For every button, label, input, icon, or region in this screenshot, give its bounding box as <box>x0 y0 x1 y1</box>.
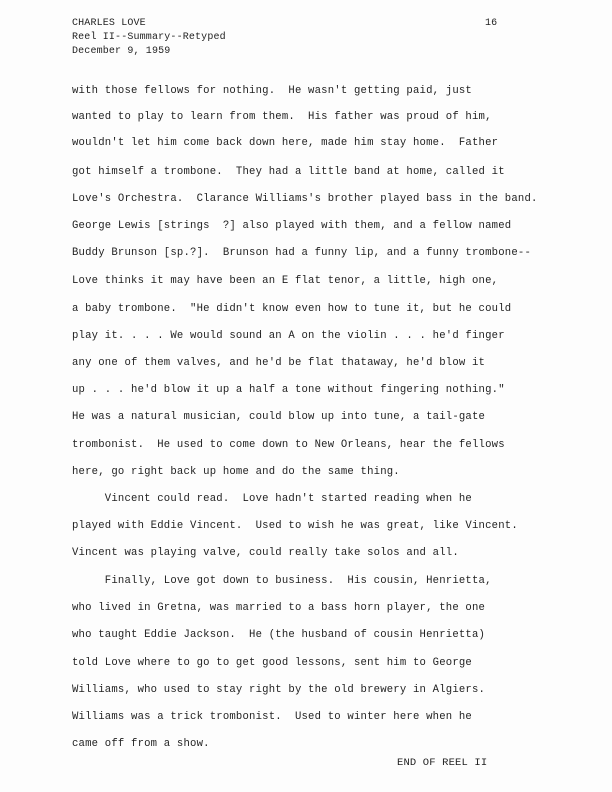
date-label: December 9, 1959 <box>72 46 171 57</box>
body-line: who taught Eddie Jackson. He (the husband of cousin Henrietta) <box>72 629 486 641</box>
body-line: play it. . . . We would sound an A on the violin . . . he'd finger <box>72 330 505 342</box>
body-line: up . . . he'd blow it up a half a tone without fingering nothing." <box>72 384 505 396</box>
body-line: came off from a show. <box>72 738 210 750</box>
page-number: 16 <box>485 18 498 29</box>
body-line: with those fellows for nothing. He wasn't getting paid, just <box>72 85 472 97</box>
body-line: any one of them valves, and he'd be flat thataway, he'd blow it <box>72 357 486 369</box>
end-of-reel-note: END OF REEL II <box>397 757 488 769</box>
body-line: told Love where to go to get good lessons, sent him to George <box>72 657 472 669</box>
reel-label: Reel II--Summary--Retyped <box>72 32 226 43</box>
body-line: He was a natural musician, could blow up into tune, a tail-gate <box>72 411 486 423</box>
body-line: who lived in Gretna, was married to a bass horn player, the one <box>72 602 486 614</box>
body-line: Vincent was playing valve, could really take solos and all. <box>72 547 459 559</box>
body-line: wanted to play to learn from them. His father was proud of him, <box>72 111 492 123</box>
body-line: got himself a trombone. They had a little band at home, called it <box>72 166 505 178</box>
body-line: trombonist. He used to come down to New Orleans, hear the fellows <box>72 439 505 451</box>
body-line: Finally, Love got down to business. His cousin, Henrietta, <box>72 575 492 587</box>
body-line: Williams, who used to stay right by the old brewery in Algiers. <box>72 684 486 696</box>
body-line: here, go right back up home and do the same thing. <box>72 466 400 478</box>
body-line: played with Eddie Vincent. Used to wish he was great, like Vincent. <box>72 520 518 532</box>
body-line: a baby trombone. "He didn't know even how to tune it, but he could <box>72 303 512 315</box>
interviewee-name: CHARLES LOVE <box>72 18 146 29</box>
body-line: Williams was a trick trombonist. Used to winter here when he <box>72 711 472 723</box>
body-line: Love thinks it may have been an E flat tenor, a little, high one, <box>72 275 499 287</box>
body-line: Vincent could read. Love hadn't started reading when he <box>72 493 472 505</box>
body-line: wouldn't let him come back down here, made him stay home. Father <box>72 137 499 149</box>
body-line: George Lewis [strings ?] also played with them, and a fellow named <box>72 220 512 232</box>
body-line: Love's Orchestra. Clarance Williams's brother played bass in the band. <box>72 193 538 205</box>
body-line: Buddy Brunson [sp.?]. Brunson had a funny lip, and a funny trombone-- <box>72 247 532 259</box>
